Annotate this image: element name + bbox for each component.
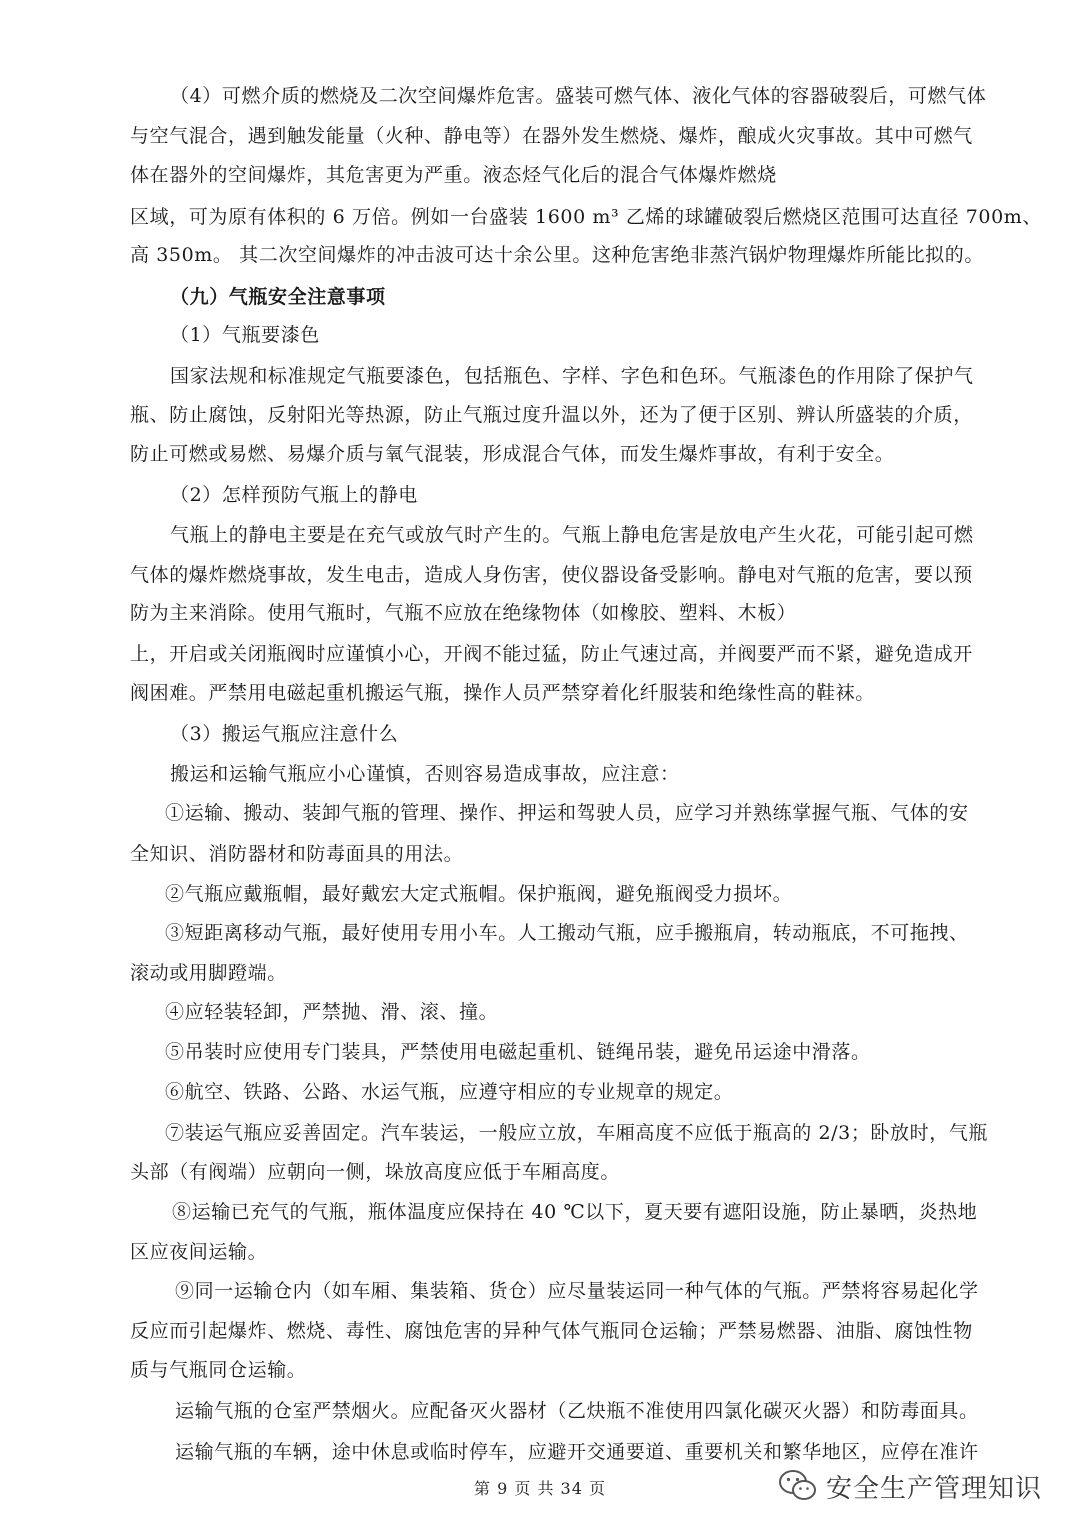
paragraph-line: 运输气瓶的仓室严禁烟火。应配备灭火器材（乙炔瓶不准使用四氯化碳灭火器）和防毒面具。 — [175, 1400, 979, 1422]
list-item: ⑧运输已充气的气瓶，瓶体温度应保持在 40 ℃以下，夏天要有遮阳设施，防止暴晒，炎热地 — [172, 1201, 978, 1223]
paragraph-line: 运输气瓶的车辆，途中休息或临时停车，应避开交通要道、重要机关和繁华地区，应停在准许 — [175, 1441, 979, 1463]
list-item: ⑥航空、铁路、公路、水运气瓶，应遵守相应的专业规章的规定。 — [165, 1081, 734, 1103]
paragraph-line: 上，开启或关闭瓶阀时应谨慎小心，开阀不能过猛，防止气速过高，并阀要严而不紧，避免造成开 — [130, 643, 973, 665]
paragraph-line: 与空气混合，遇到触发能量（火种、静电等）在器外发生燃烧、爆炸，酿成火灾事故。其中可燃气 — [130, 125, 973, 147]
paragraph-line: 全知识、消防器材和防毒面具的用法。 — [130, 843, 464, 865]
paragraph-line: 区应夜间运输。 — [130, 1241, 268, 1263]
paragraph-line: 气体的爆炸燃烧事故，发生电击，造成人身伤害，使仪器设备受影响。静电对气瓶的危害，要以预 — [130, 564, 973, 586]
list-item: ④应轻装轻卸，严禁抛、滑、滚、撞。 — [165, 1001, 499, 1023]
watermark-text: 安全生产管理知识 — [826, 1473, 1043, 1504]
paragraph-line: 防为主来消除。使用气瓶时，气瓶不应放在绝缘物体（如橡胶、塑料、木板） — [130, 602, 797, 624]
paragraph-line: 瓶、防止腐蚀，反射阳光等热源，防止气瓶过度升温以外，还为了便于区别、辨认所盛装的介质， — [130, 404, 973, 426]
list-item: ⑦装运气瓶应妥善固定。汽车装运，一般应立放，车厢高度不应低于瓶高的 2/3；卧放时，气瓶 — [165, 1122, 989, 1144]
paragraph-line: 质与气瓶同仓运输。 — [130, 1359, 307, 1381]
paragraph-line: 国家法规和标准规定气瓶要漆色，包括瓶色、字样、字色和色环。气瓶漆色的作用除了保护气 — [170, 365, 974, 387]
subsection-heading: （1）气瓶要漆色 — [170, 324, 320, 346]
subsection-heading: （3）搬运气瓶应注意什么 — [170, 723, 399, 745]
list-item: ②气瓶应戴瓶帽，最好戴宏大定式瓶帽。保护瓶阀，避免瓶阀受力损坏。 — [165, 883, 793, 905]
paragraph-line: 搬运和运输气瓶应小心谨慎，否则容易造成事故，应注意： — [170, 763, 680, 785]
paragraph-line: 阀困难。严禁用电磁起重机搬运气瓶，操作人员严禁穿着化纤服装和绝缘性高的鞋袜。 — [130, 682, 875, 704]
section-heading: （九）气瓶安全注意事项 — [170, 286, 386, 308]
paragraph-line: 防止可燃或易燃、易爆介质与氧气混装，形成混合气体，而发生爆炸事故，有利于安全。 — [130, 443, 895, 465]
paragraph-line: 反应而引起爆炸、燃烧、毒性、腐蚀危害的异种气体气瓶同仓运输；严禁易燃器、油脂、腐蚀性物 — [130, 1320, 973, 1342]
page-footer: 第 9 页 共 34 页 — [474, 1479, 606, 1498]
list-item: ①运输、搬动、装卸气瓶的管理、操作、押运和驾驶人员，应学习并熟练掌握气瓶、气体的安 — [165, 802, 969, 824]
wechat-icon — [778, 1468, 818, 1504]
list-item: ③短距离移动气瓶，最好使用专用小车。人工搬动气瓶，应手搬瓶肩，转动瓶底，不可拖拽、 — [165, 922, 969, 944]
paragraph-line: 气瓶上的静电主要是在充气或放气时产生的。气瓶上静电危害是放电产生火花，可能引起可燃 — [170, 524, 974, 546]
paragraph-line: 滚动或用脚蹬端。 — [130, 962, 287, 984]
list-item: ⑤吊装时应使用专门装具，严禁使用电磁起重机、链绳吊装，避免吊运途中滑落。 — [165, 1041, 871, 1063]
subsection-heading: （2）怎样预防气瓶上的静电 — [170, 484, 418, 506]
paragraph-line: 头部（有阀端）应朝向一侧，垛放高度应低于车厢高度。 — [130, 1161, 621, 1183]
watermark — [778, 1466, 1042, 1506]
paragraph-line: （4）可燃介质的燃烧及二次空间爆炸危害。盛装可燃气体、液化气体的容器破裂后，可燃气体 — [170, 85, 987, 107]
paragraph-line: 体在器外的空间爆炸，其危害更为严重。液态烃气化后的混合气体爆炸燃烧 — [130, 164, 777, 186]
list-item: ⑨同一运输仓内（如车厢、集装箱、货仓）应尽量装运同一种气体的气瓶。严禁将容易起化学 — [175, 1280, 979, 1302]
paragraph-line: 高 350m。 其二次空间爆炸的冲击波可达十余公里。这种危害绝非蒸汽锅炉物理爆炸所能比拟的。 — [130, 244, 984, 266]
paragraph-line: 区域，可为原有体积的 6 万倍。例如一台盛装 1600 m³ 乙烯的球罐破裂后燃烧区范围可达直径 700m、 — [130, 206, 1042, 228]
